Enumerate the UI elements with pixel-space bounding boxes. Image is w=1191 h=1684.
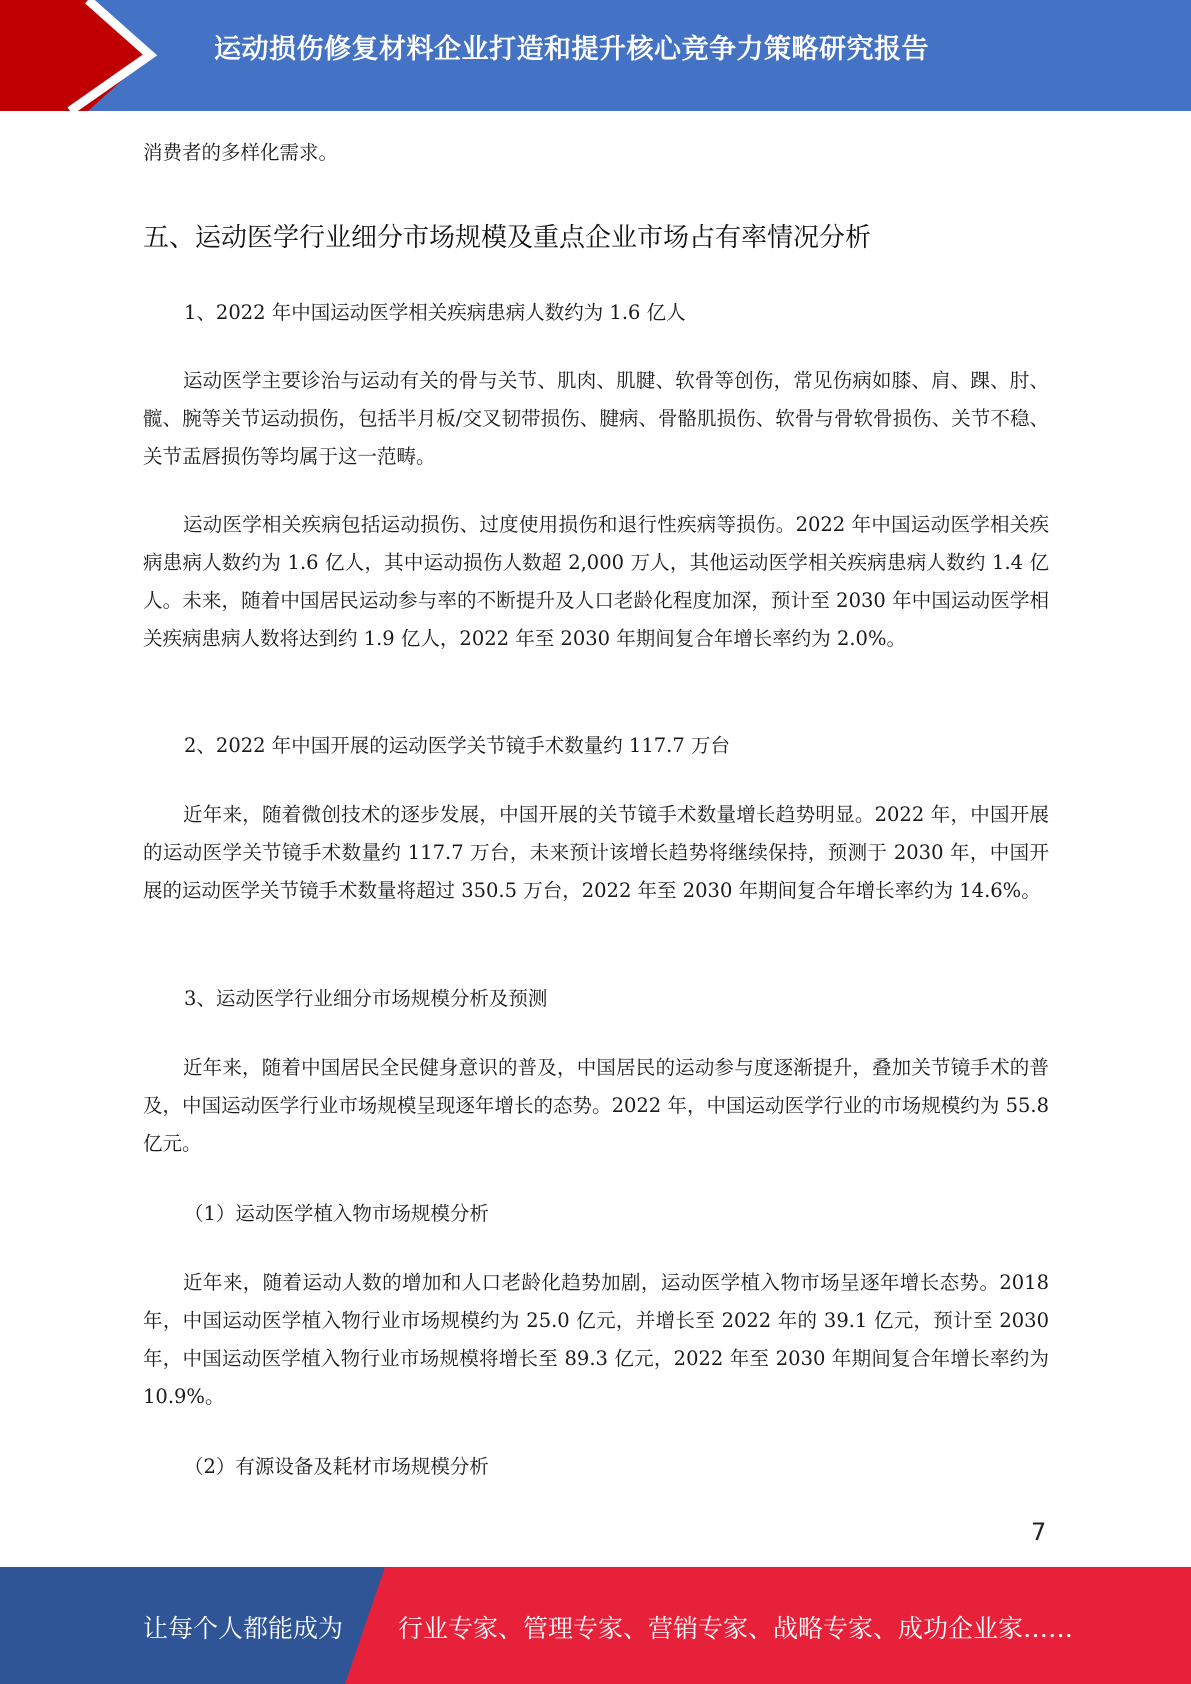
subheading-1: 1、2022 年中国运动医学相关疾病患病人数约为 1.6 亿人 (184, 301, 686, 324)
paragraph-3: 近年来，随着微创技术的逐步发展，中国开展的关节镜手术数量增长趋势明显。2022 年，中国开展的运动医学关节镜手术数量约 117.7 万台，未来预计该增长趋势将继续保持，预测于 2030 年，中国开展的运动医学关节镜手术数量将超过 350.5 万台，2022 年至 2030 年期间复合年增长率约为 14.6%。 (143, 803, 1049, 902)
report-title: 运动损伤修复材料企业打造和提升核心竞争力策略研究报告 (214, 34, 929, 65)
subheading-5: （2）有源设备及耗材市场规模分析 (184, 1455, 489, 1478)
paragraph-1: 运动医学主要诊治与运动有关的骨与关节、肌肉、肌腱、软骨等创伤，常见伤病如膝、肩、踝、肘、髋、腕等关节运动损伤，包括半月板/交叉韧带损伤、腱病、骨骼肌损伤、软骨与骨软骨损伤、关节不稳、关节盂唇损伤等均属于这一范畴。 (143, 369, 1049, 468)
subheading-3: 3、运动医学行业细分市场规模分析及预测 (184, 987, 548, 1010)
footer-slogan-left: 让每个人都能成为 (143, 1614, 344, 1643)
page-number: 7 (1031, 1518, 1047, 1546)
paragraph-4: 近年来，随着中国居民全民健身意识的普及，中国居民的运动参与度逐渐提升，叠加关节镜手术的普及，中国运动医学行业市场规模呈现逐年增长的态势。2022 年，中国运动医学行业的市场规模约为 55.8 亿元。 (143, 1056, 1049, 1155)
page-footer (0, 1567, 1191, 1684)
paragraph-2: 运动医学相关疾病包括运动损伤、过度使用损伤和退行性疾病等损伤。2022 年中国运动医学相关疾病患病人数约为 1.6 亿人，其中运动损伤人数超 2,000 万人，其他运动医学相关疾病患病人数约 1.4 亿人。未来，随着中国居民运动参与率的不断提升及人口老龄化程度加深，预计至 2030 年中国运动医学相关疾病患病人数将达到约 1.9 亿人，2022 年至 2030 年期间复合年增长率约为 2.0%。 (143, 513, 1049, 650)
paragraph-5: 近年来，随着运动人数的增加和人口老龄化趋势加剧，运动医学植入物市场呈逐年增长态势。2018 年，中国运动医学植入物行业市场规模约为 25.0 亿元，并增长至 2022 年的 39.1 亿元，预计至 2030 年，中国运动医学植入物行业市场规模将增长至 89.3 亿元，2022 年至 2030 年期间复合年增长率约为 10.9%。 (143, 1271, 1049, 1408)
footer-slogan-right: 行业专家、管理专家、营销专家、战略专家、成功企业家…… (398, 1614, 1074, 1643)
subheading-2: 2、2022 年中国开展的运动医学关节镜手术数量约 117.7 万台 (184, 734, 730, 757)
section-title: 五、运动医学行业细分市场规模及重点企业市场占有率情况分析 (143, 223, 872, 253)
subheading-4: （1）运动医学植入物市场规模分析 (184, 1202, 489, 1225)
continuation-text: 消费者的多样化需求。 (143, 141, 339, 164)
page-header (0, 0, 1191, 111)
